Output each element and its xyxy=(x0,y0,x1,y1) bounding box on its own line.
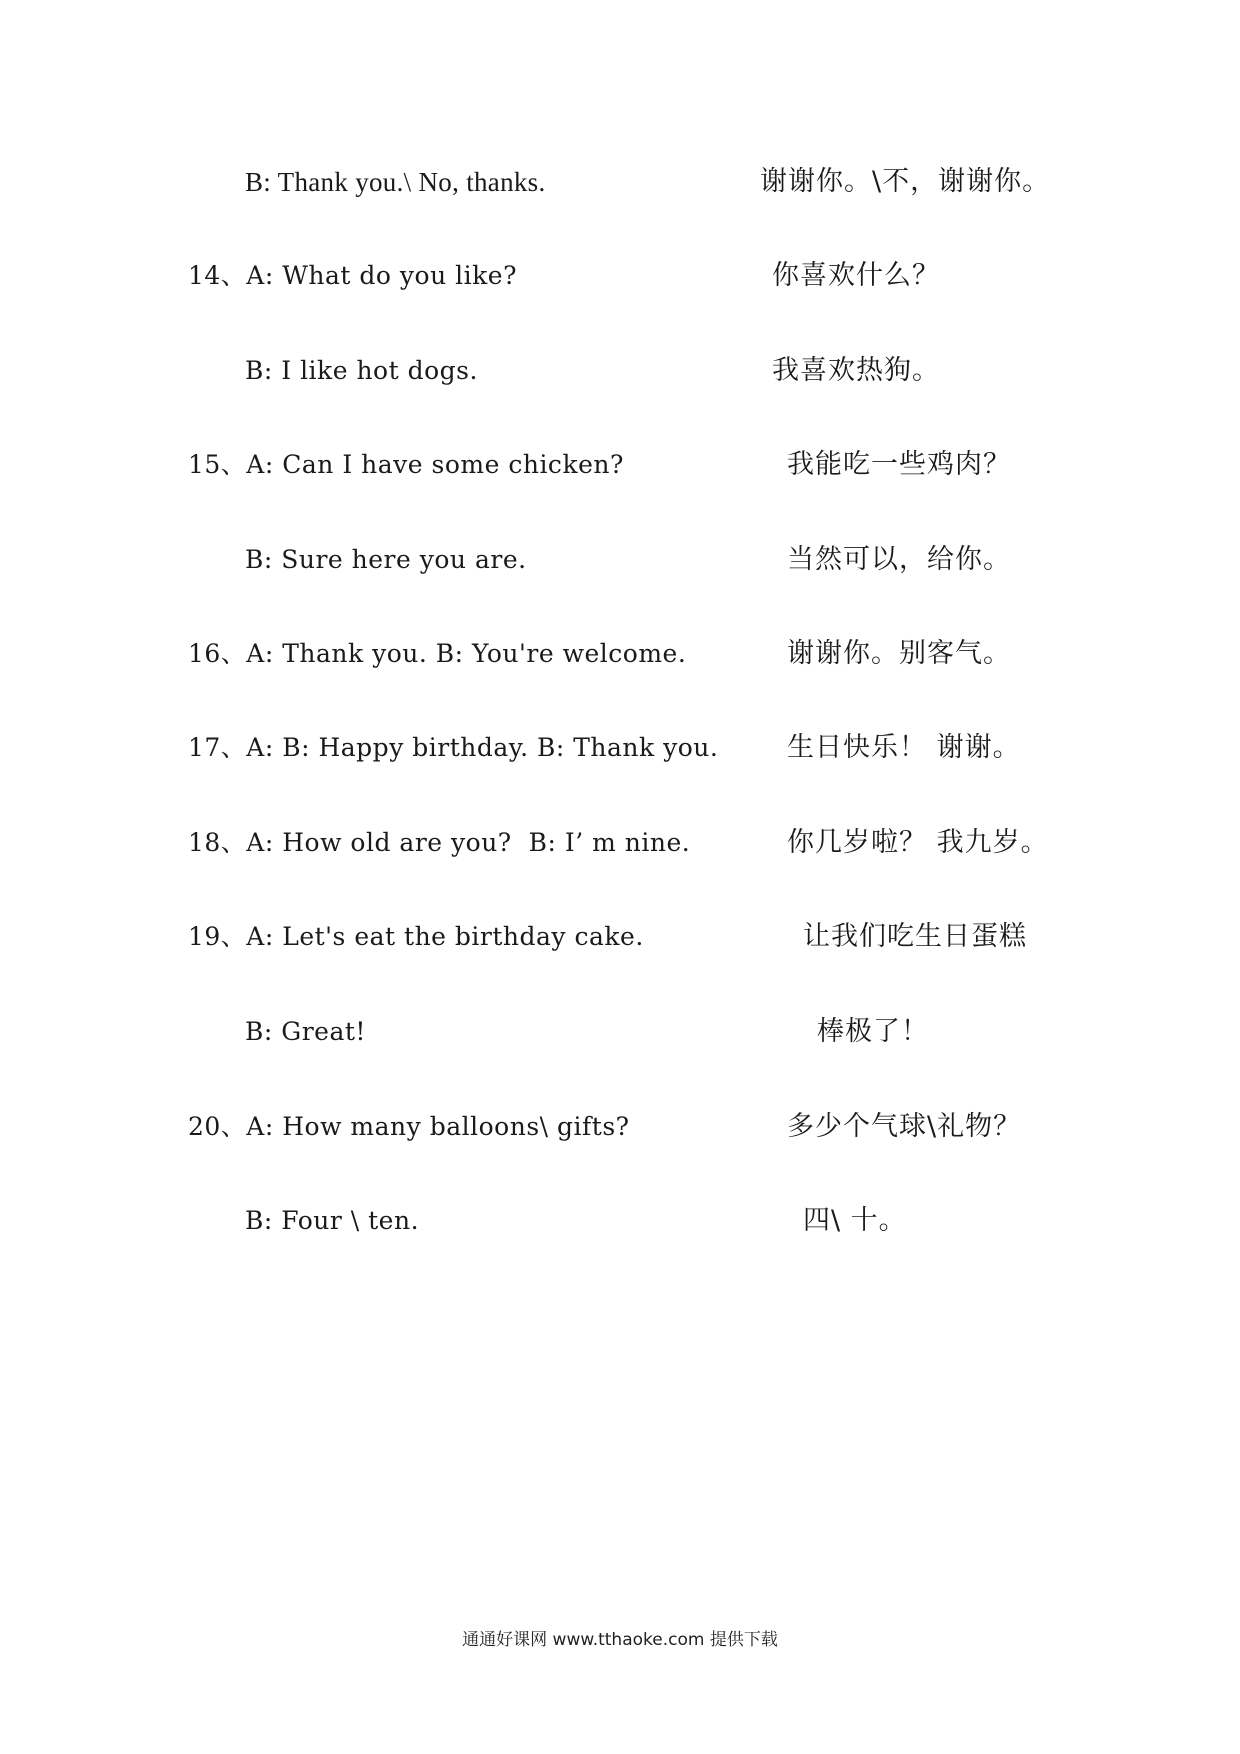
line-en-20a: 20、A: How many balloons\ gifts? xyxy=(188,1112,630,1141)
line-zh-16: 谢谢你。别客气。 xyxy=(787,638,1011,669)
line-en-20b: B: Four \ ten. xyxy=(245,1206,420,1235)
line-en-14b: B: I like hot dogs. xyxy=(245,356,478,385)
line-zh-15b: 当然可以，给你。 xyxy=(787,544,1011,575)
line-zh-17: 生日快乐！ 谢谢。 xyxy=(787,732,1021,763)
line-en-b-thanks: B: Thank you.\ No, thanks. xyxy=(245,167,546,197)
line-en-16: 16、A: Thank you. B: You're welcome. xyxy=(188,639,687,668)
line-zh-20a: 多少个气球\礼物？ xyxy=(787,1111,1022,1142)
line-zh-15a: 我能吃一些鸡肉？ xyxy=(787,449,1011,480)
line-zh-14b: 我喜欢热狗。 xyxy=(772,355,940,386)
line-en-19a: 19、A: Let's eat the birthday cake. xyxy=(188,922,644,951)
line-zh-b-thanks: 谢谢你。\不，谢谢你。 xyxy=(760,166,1051,197)
line-zh-19a: 让我们吃生日蛋糕 xyxy=(803,921,1027,952)
line-zh-19b: 棒极了！ xyxy=(817,1016,929,1047)
line-zh-18: 你几岁啦？ 我九岁。 xyxy=(787,827,1049,858)
line-en-19b: B: Great! xyxy=(245,1017,366,1046)
line-en-18: 18、A: How old are you? B: I’ m nine. xyxy=(188,828,691,857)
line-zh-14a: 你喜欢什么？ xyxy=(772,260,940,291)
line-en-15b: B: Sure here you are. xyxy=(245,545,527,574)
line-en-14a: 14、A: What do you like? xyxy=(188,261,517,290)
page-footer: 通通好课网 www.tthaoke.com 提供下载 xyxy=(462,1630,778,1650)
line-en-17: 17、A: B: Happy birthday. B: Thank you. xyxy=(188,733,719,762)
line-en-15a: 15、A: Can I have some chicken? xyxy=(188,450,624,479)
line-zh-20b: 四\ 十。 xyxy=(803,1205,907,1236)
